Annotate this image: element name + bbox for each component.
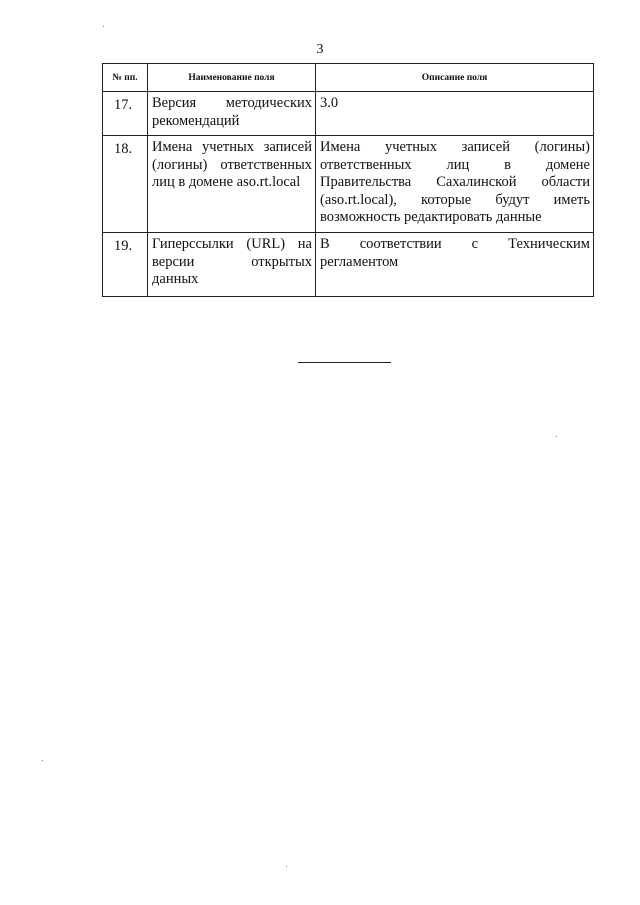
scan-speck xyxy=(103,26,104,27)
header-number: № пп. xyxy=(103,64,148,92)
field-name-line: Версия методических xyxy=(152,95,312,111)
field-description-cell xyxy=(316,92,594,136)
field-description-cell xyxy=(316,136,594,233)
page-number: 3 xyxy=(316,42,324,57)
field-description-line: Имена учетных записей (логины) xyxy=(320,139,590,155)
field-description-line: 3.0 xyxy=(320,95,339,111)
header-field-description: Описание поля xyxy=(316,64,594,92)
field-name-line: лиц в домене aso.rt.local xyxy=(152,174,301,190)
table-row xyxy=(103,233,594,297)
field-name-line: Имена учетных записей xyxy=(152,139,312,155)
field-name-cell xyxy=(148,136,316,233)
field-description-line: Правительства Сахалинской области xyxy=(320,174,590,190)
field-name-line: Гиперссылки (URL) на xyxy=(152,236,312,252)
scan-speck xyxy=(286,866,287,867)
field-name-line: версии открытых xyxy=(152,253,312,270)
table-row xyxy=(103,136,594,233)
row-number: 17. xyxy=(103,92,148,136)
scan-speck xyxy=(42,760,43,761)
scan-speck xyxy=(556,436,557,437)
table-header-row xyxy=(103,64,594,92)
field-description-cell xyxy=(316,233,594,297)
end-of-document-rule xyxy=(298,362,391,363)
header-field-name: Наименование поля xyxy=(148,64,316,92)
row-number: 18. xyxy=(103,136,148,233)
field-name-line: рекомендаций xyxy=(152,112,240,129)
field-name-cell xyxy=(148,92,316,136)
field-description-line: регламентом xyxy=(320,253,399,270)
table-row xyxy=(103,92,594,136)
field-name-line: данных xyxy=(152,271,199,287)
fields-table xyxy=(102,63,594,297)
field-description-line: ответственных лиц в домене xyxy=(320,156,590,173)
field-name-line: (логины) ответственных xyxy=(152,156,312,173)
field-description-line: возможность редактировать данные xyxy=(320,209,542,225)
field-description-line: (aso.rt.local), которые будут иметь xyxy=(320,191,590,208)
field-name-cell xyxy=(148,233,316,297)
row-number: 19. xyxy=(103,233,148,297)
field-description-line: В соответствии с Техническим xyxy=(320,236,590,252)
